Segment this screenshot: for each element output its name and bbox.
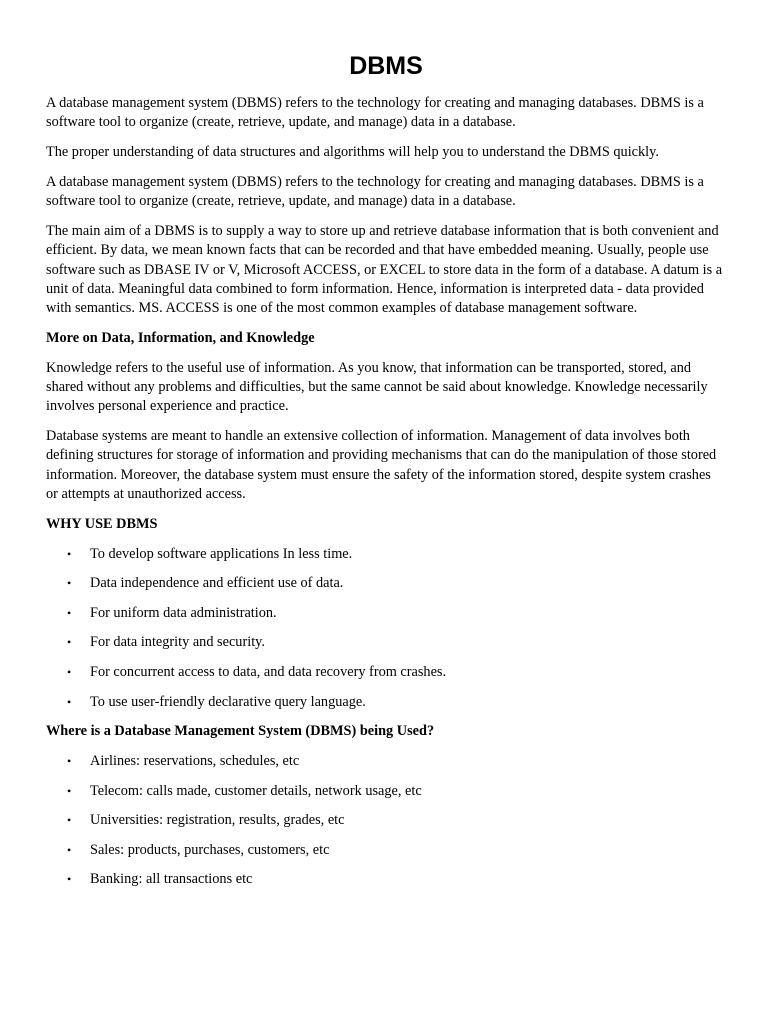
list-item-text: For concurrent access to data, and data recovery from crashes. bbox=[90, 664, 447, 681]
list-item bbox=[46, 604, 726, 623]
bullet-icon: • bbox=[67, 842, 72, 857]
list-item-text: Sales: products, purchases, customers, etc bbox=[90, 841, 330, 858]
bullet-icon: • bbox=[67, 754, 72, 768]
bullet-icon: • bbox=[67, 576, 72, 591]
list-item bbox=[46, 811, 726, 830]
list-item-text: To use user-friendly declarative query language. bbox=[90, 693, 366, 710]
list-item bbox=[46, 693, 726, 712]
understanding-paragraph: The proper understanding of data structures and algorithms will help you to understand the DBMS quickly. bbox=[46, 144, 659, 161]
list-item-text: Airlines: reservations, schedules, etc bbox=[90, 753, 300, 769]
list-item-text: Data independence and efficient use of data. bbox=[90, 575, 344, 592]
intro-paragraph: A database management system (DBMS) refers to the technology for creating and managing databases. DBMS is a software tool to organize (create, retrieve, update, and manage) data in a database. bbox=[46, 95, 704, 131]
where-used-list bbox=[46, 752, 726, 890]
section-heading-why-use: WHY USE DBMS bbox=[46, 515, 158, 532]
list-item bbox=[46, 633, 726, 652]
database-systems-paragraph: Database systems are meant to handle an extensive collection of information. Management of data involves both defining structures for storage of information and providing mechanisms that can do the manipulation of those stored information. Moreover, the database system must ensure the safety of the information stored, despite system crashes or attempts at unauthorized access. bbox=[46, 428, 717, 503]
bullet-icon: • bbox=[67, 783, 72, 798]
list-item-text: Banking: all transactions etc bbox=[90, 871, 253, 888]
main-aim-paragraph: The main aim of a DBMS is to supply a way to store up and retrieve database information that is both convenient and efficient. By data, we mean known facts that can be recorded and that have embedded meaning. Usually, people use software such as DBASE IV or V, Microsoft ACCESS, or EXCEL to store data in the form of a database. A datum is a unit of data. Meaningful data combined to form information. Hence, information is interpreted data - data provided with semantics. MS. ACCESS is one of the most common examples of database management software. bbox=[46, 222, 723, 317]
bullet-icon: • bbox=[67, 694, 72, 709]
intro-paragraph-repeat: A database management system (DBMS) refers to the technology for creating and managing databases. DBMS is a software tool to organize (create, retrieve, update, and manage) data in a database. bbox=[46, 173, 704, 210]
list-item-text: Universities: registration, results, grades, etc bbox=[90, 812, 345, 829]
section-heading-data-info: More on Data, Information, and Knowledge bbox=[46, 329, 315, 346]
knowledge-paragraph: Knowledge refers to the useful use of information. As you know, that information can be transported, stored, and shared without any problems and difficulties, but the same cannot be said about knowledge. Knowledge necessarily involves personal experience and practice. bbox=[46, 359, 708, 415]
bullet-icon: • bbox=[67, 605, 72, 620]
document-page bbox=[46, 48, 726, 900]
bullet-icon: • bbox=[67, 546, 72, 561]
bullet-icon: • bbox=[67, 872, 72, 887]
list-item bbox=[46, 870, 726, 889]
bullet-icon: • bbox=[67, 665, 72, 680]
list-item bbox=[46, 782, 726, 801]
list-item bbox=[46, 574, 726, 593]
list-item-text: For data integrity and security. bbox=[90, 634, 265, 651]
list-item-text: Telecom: calls made, customer details, network usage, etc bbox=[90, 782, 422, 799]
list-item bbox=[46, 752, 726, 771]
why-use-list bbox=[46, 545, 726, 712]
bullet-icon: • bbox=[67, 635, 72, 650]
page-title: DBMS bbox=[349, 52, 423, 80]
list-item-text: To develop software applications In less time. bbox=[90, 545, 353, 562]
section-heading-where-used: Where is a Database Management System (DBMS) being Used? bbox=[46, 723, 435, 740]
list-item bbox=[46, 841, 726, 860]
list-item-text: For uniform data administration. bbox=[90, 604, 277, 621]
list-item bbox=[46, 663, 726, 682]
list-item bbox=[46, 545, 726, 564]
bullet-icon: • bbox=[67, 813, 72, 828]
